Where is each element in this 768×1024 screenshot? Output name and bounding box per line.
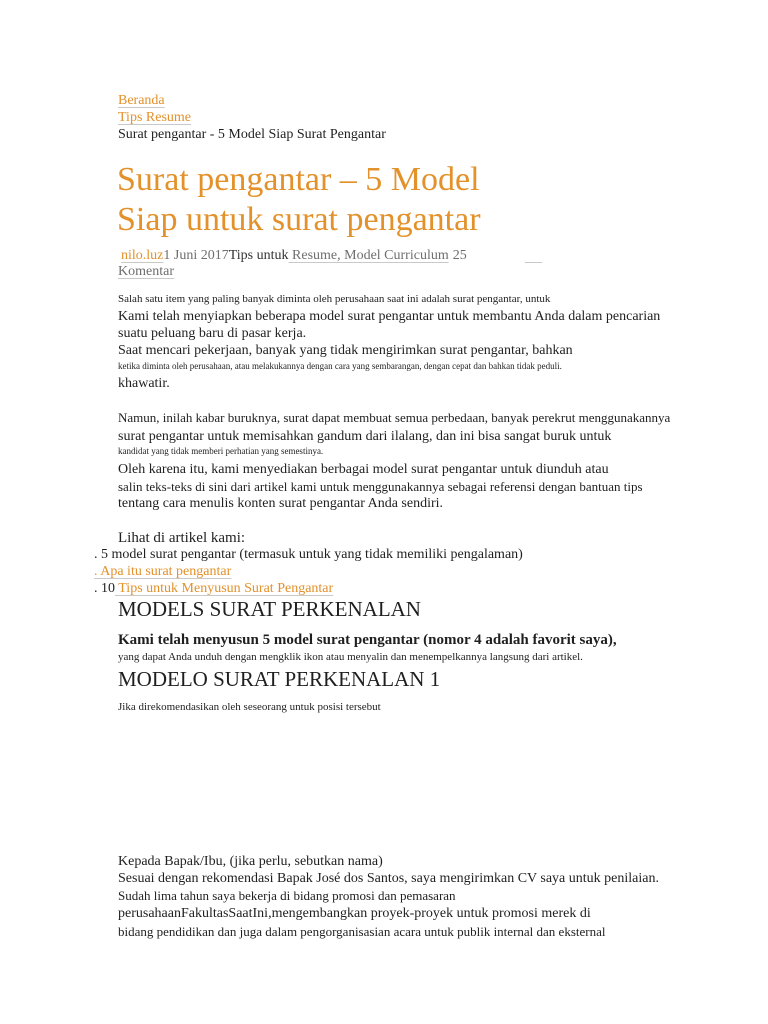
comment-underline <box>467 248 543 263</box>
intro-line-2: Kami telah menyiapkan beberapa model surat pengantar untuk membantu Anda dalam pencarian <box>118 309 661 324</box>
body-line-2: surat pengantar untuk memisahkan gandum dari ilalang, dan ini bisa sangat buruk untuk <box>118 429 612 444</box>
body-line-1: Namun, inilah kabar buruknya, surat dapat membuat semua perbedaan, banyak perekrut menggunakannya <box>118 410 671 425</box>
letter-line-5: bidang pendidikan dan juga dalam pengorganisasian acara untuk publik internal dan eksternal <box>118 924 606 939</box>
author-link[interactable]: nilo.luz <box>121 248 164 263</box>
category-prefix: Tips untuk <box>228 248 289 263</box>
intro-line-5: ketika diminta oleh perusahaan, atau melakukannya dengan cara yang sembarangan, dengan cepat dan bahkan tidak peduli. <box>118 361 562 371</box>
category-links[interactable]: Resume, Model Curriculum <box>288 248 449 263</box>
section-bold-line: Kami telah menyusun 5 model surat pengantar (nomor 4 adalah favorit saya), <box>118 632 617 648</box>
see-also-item-2-link[interactable]: . Apa itu surat pengantar <box>94 564 232 579</box>
see-also-item-3-link[interactable]: Tips untuk Menyusun Surat Pengantar <box>115 581 334 596</box>
comment-count: 25 <box>452 248 467 263</box>
model1-heading: MODELO SURAT PERKENALAN 1 <box>118 667 441 691</box>
see-also-label: Lihat di artikel kami: <box>118 530 246 546</box>
model1-note: Jika direkomendasikan oleh seseorang untuk posisi tersebut <box>118 701 381 713</box>
article-meta <box>118 248 542 264</box>
post-date: 1 Juni 2017 <box>163 248 229 263</box>
body-line-6: tentang cara menulis konten surat pengantar Anda sendiri. <box>118 496 444 511</box>
intro-line-1: Salah satu item yang paling banyak diminta oleh perusahaan saat ini adalah surat pengantar, untuk <box>118 293 551 305</box>
see-also-item-1: . 5 model surat pengantar (termasuk untuk yang tidak memiliki pengalaman) <box>94 547 523 562</box>
intro-line-4: Saat mencari pekerjaan, banyak yang tidak mengirimkan surat pengantar, bahkan <box>118 343 573 358</box>
body-line-5: salin teks-teks di sini dari artikel kami untuk menggunakannya sebagai referensi dengan bantuan tips <box>118 479 643 494</box>
letter-line-2: Sesuai dengan rekomendasi Bapak José dos Santos, saya mengirimkan CV saya untuk penilaian. <box>118 871 659 886</box>
section-heading: MODELS SURAT PERKENALAN <box>118 597 421 621</box>
comments-link[interactable]: Komentar <box>118 264 174 279</box>
article-title-line1: Surat pengantar – 5 Model <box>117 161 480 198</box>
see-also-item-3-prefix: . 10 <box>94 581 115 596</box>
intro-line-3: suatu peluang baru di pasar kerja. <box>118 326 307 341</box>
article-title-line2: Siap untuk surat pengantar <box>117 201 481 238</box>
body-line-3: kandidat yang tidak memberi perhatian yang semestinya. <box>118 446 324 456</box>
body-line-4: Oleh karena itu, kami menyediakan berbagai model surat pengantar untuk diunduh atau <box>118 462 609 477</box>
breadcrumb-home-link[interactable]: Beranda <box>118 93 165 108</box>
letter-line-1: Kepada Bapak/Ibu, (jika perlu, sebutkan nama) <box>118 854 383 869</box>
letter-line-4: perusahaanFakultasSaatIni,mengembangkan proyek-proyek untuk promosi merek di <box>118 906 591 921</box>
section-sub-line: yang dapat Anda unduh dengan mengklik ikon atau menyalin dan menempelkannya langsung dari artikel. <box>118 651 583 663</box>
letter-line-3: Sudah lima tahun saya bekerja di bidang promosi dan pemasaran <box>118 888 456 903</box>
breadcrumb-category-link[interactable]: Tips Resume <box>118 110 192 125</box>
intro-line-6: khawatir. <box>118 376 170 391</box>
see-also-item-3 <box>94 581 347 597</box>
breadcrumb-current: Surat pengantar - 5 Model Siap Surat Pengantar <box>118 127 386 142</box>
